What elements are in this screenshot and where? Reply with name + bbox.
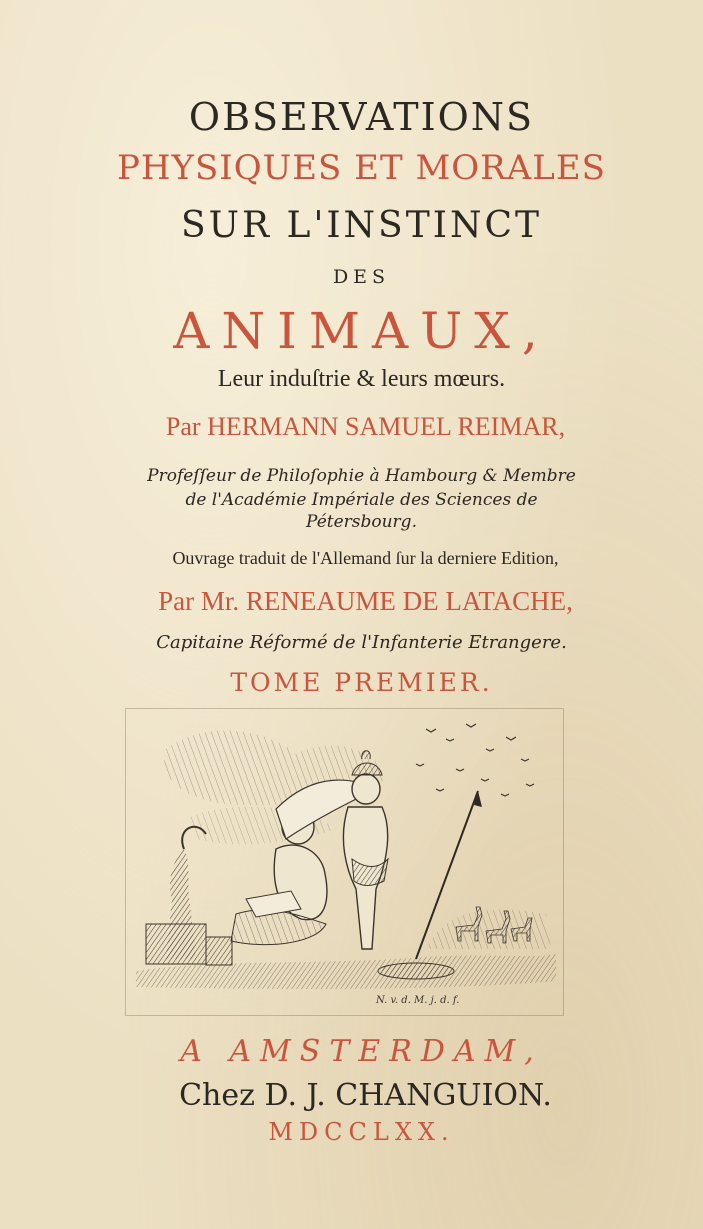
title-line-animaux: ANIMAUX, xyxy=(173,302,550,360)
author-title-line-2: de l'Académie Impériale des Sciences de xyxy=(185,490,538,510)
vignette-engraving xyxy=(125,708,564,1016)
subtitle-line: Leur induſtrie & leurs mœurs. xyxy=(217,366,506,392)
year-line: MDCCLXX. xyxy=(268,1118,455,1146)
engraving-illustration xyxy=(126,709,563,1015)
title-line-des: DES xyxy=(332,266,391,288)
place-line: A AMSTERDAM, xyxy=(180,1034,543,1069)
engraver-signature: N. v. d. M. j. d. f. xyxy=(376,995,460,1006)
volume-line: TOME PREMIER. xyxy=(230,668,493,697)
translator-title-line: Capitaine Réformé de l'Infanterie Etrangere. xyxy=(156,632,567,653)
author-line: Par HERMANN SAMUEL REIMAR, xyxy=(165,412,566,441)
author-title-line-3: Pétersbourg. xyxy=(306,512,417,532)
title-line-observations: OBSERVATIONS xyxy=(188,95,535,139)
translator-line: Par Mr. RENEAUME DE LATACHE, xyxy=(158,586,573,616)
translation-note: Ouvrage traduit de l'Allemand ſur la derniere Edition, xyxy=(172,548,559,568)
publisher-line: Chez D. J. CHANGUION. xyxy=(179,1078,552,1113)
author-title-line-1: Profeſſeur de Philoſophie à Hambourg & Membre xyxy=(147,466,576,486)
title-line-physiques: PHYSIQUES ET MORALES xyxy=(117,148,606,188)
title-line-instinct: SUR L'INSTINCT xyxy=(180,205,543,246)
